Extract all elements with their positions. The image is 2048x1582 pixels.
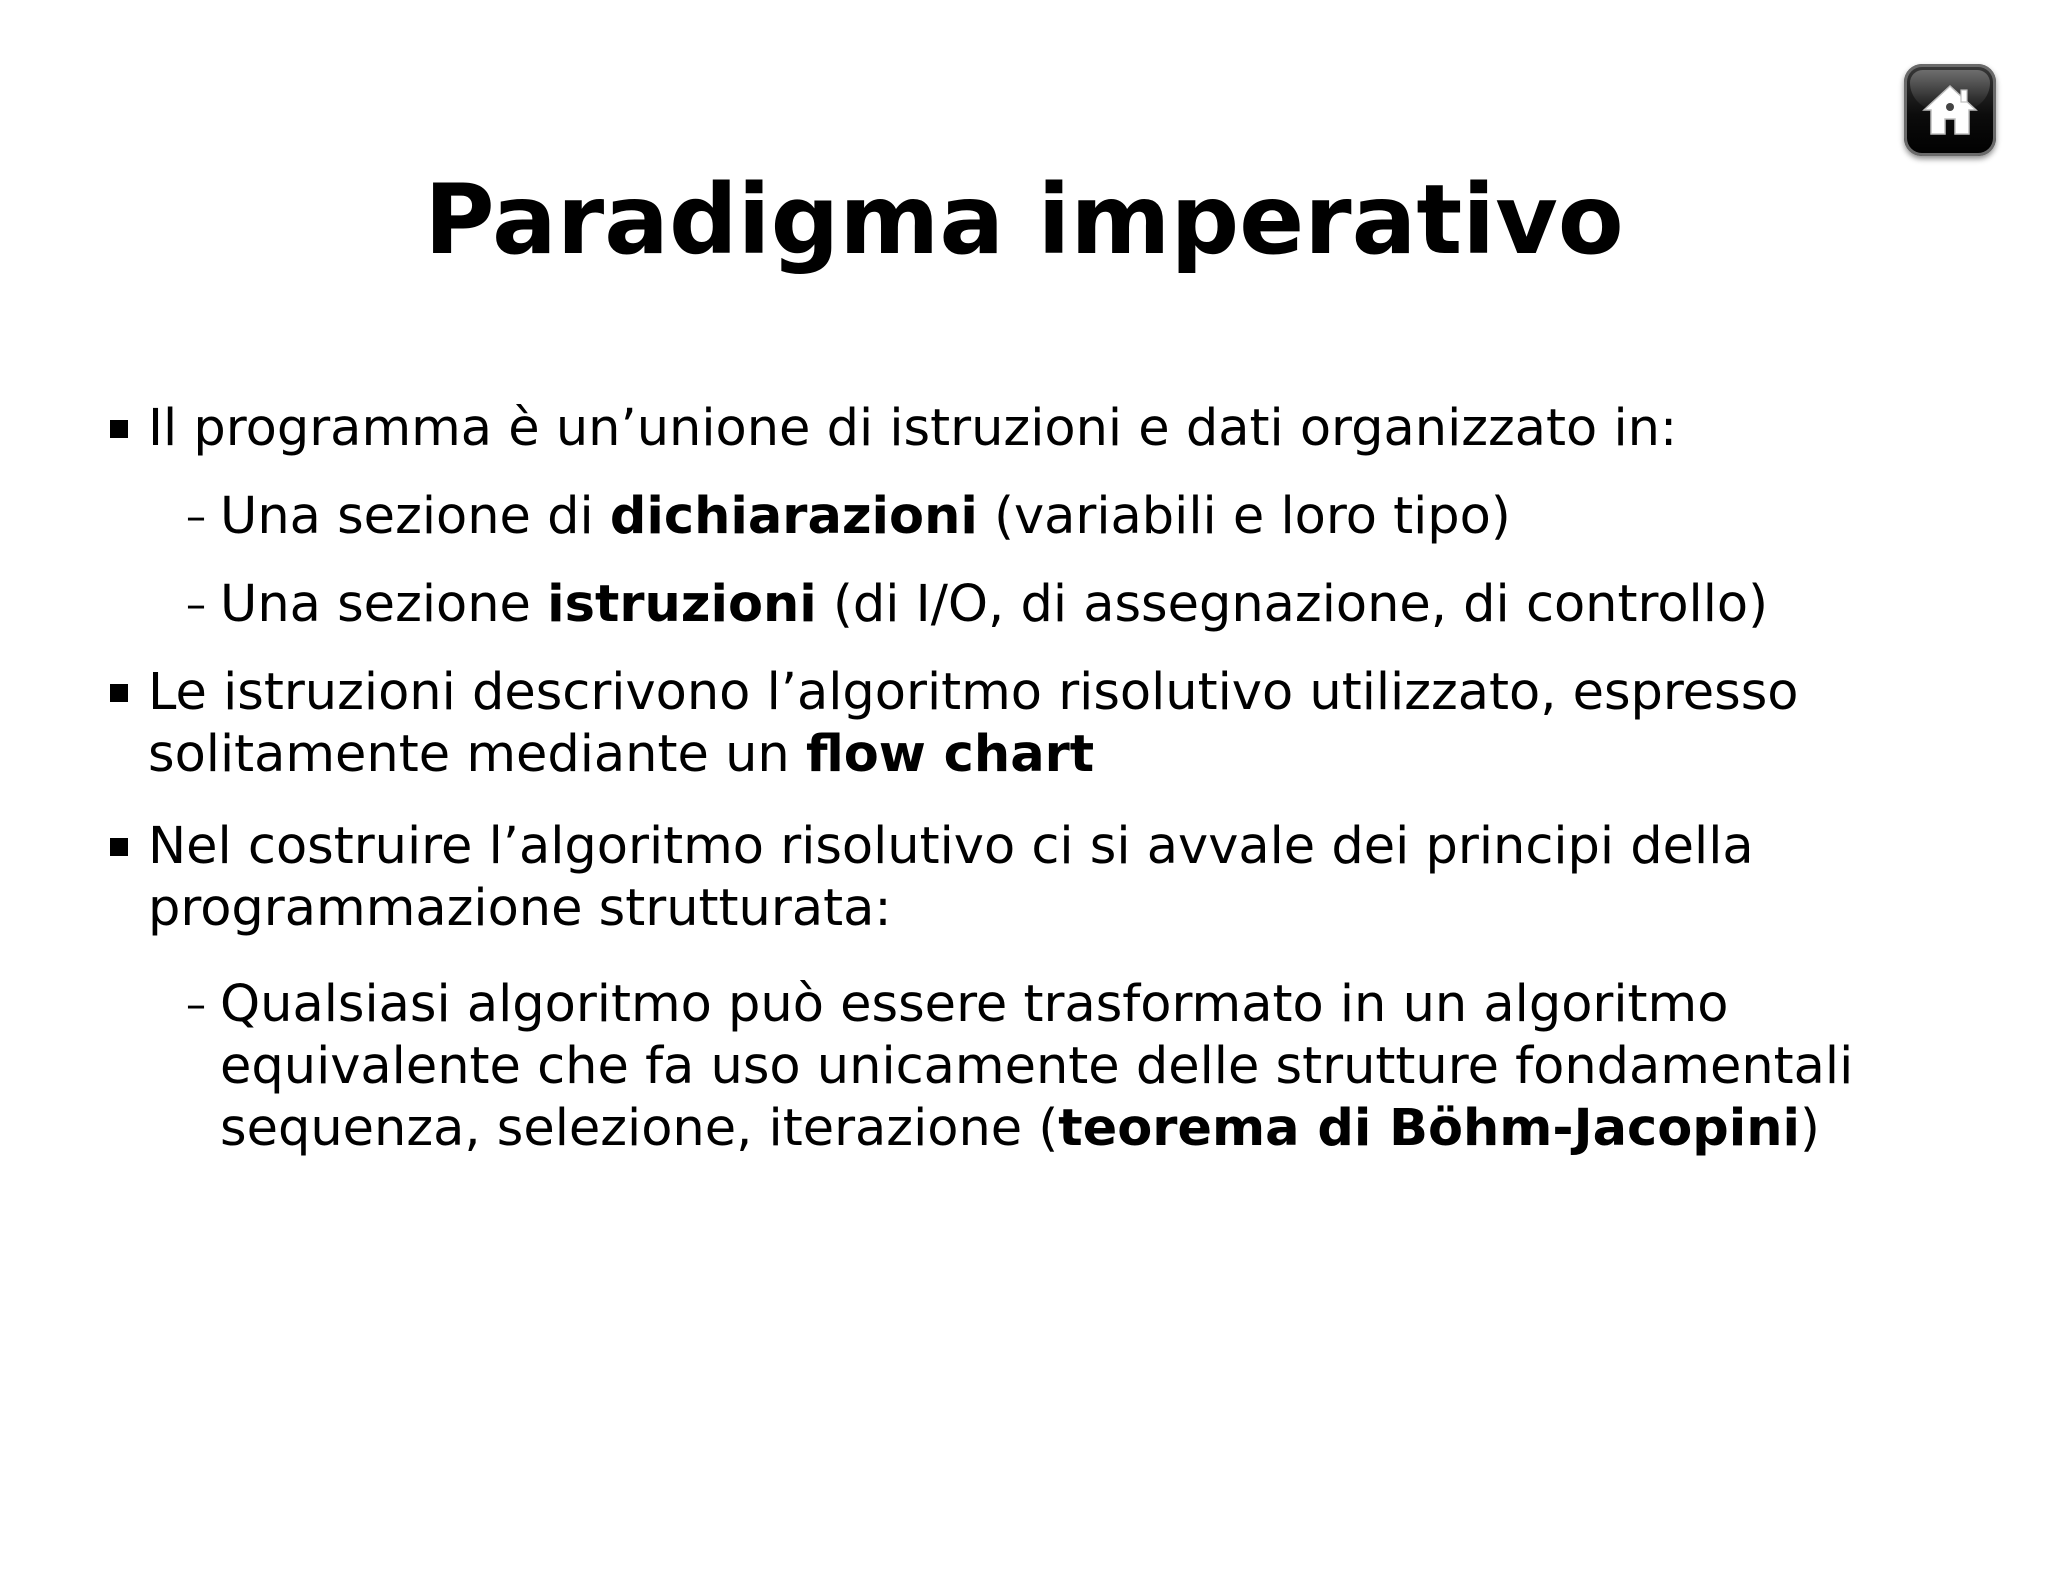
dash-marker: – [186,982,206,1028]
emphasis: teorema di Böhm-Jacopini [1058,1099,1801,1158]
list-item: Una sezione di dichiarazioni (variabili e loro tipo) [220,487,1511,546]
square-bullet [110,684,128,702]
list-item: Nel costruire l’algoritmo risolutivo ci si avvale dei principi della programmazione strutturata: [148,817,1754,938]
home-icon [1920,80,1980,140]
list-item: Le istruzioni descrivono l’algoritmo risolutivo utilizzato, espresso solitamente mediante un flow chart [148,663,1799,784]
list-item: Qualsiasi algoritmo può essere trasformato in un algoritmo equivalente che fa uso unicamente delle strutture fondamentali sequenza, selezione, iterazione (teorema di Böhm-Jacopini) [220,975,1854,1158]
emphasis: flow chart [805,725,1095,784]
square-bullet [110,838,128,856]
list-item: Una sezione istruzioni (di I/O, di assegnazione, di controllo) [220,575,1768,634]
list-item: Il programma è un’unione di istruzioni e dati organizzato in: [148,399,1678,458]
slide-title: Paradigma imperativo [424,164,1624,276]
dash-marker: – [186,582,206,628]
home-button[interactable] [1904,64,1996,156]
dash-marker: – [186,494,206,540]
emphasis: istruzioni [547,575,817,634]
square-bullet [110,420,128,438]
emphasis: dichiarazioni [609,487,978,546]
